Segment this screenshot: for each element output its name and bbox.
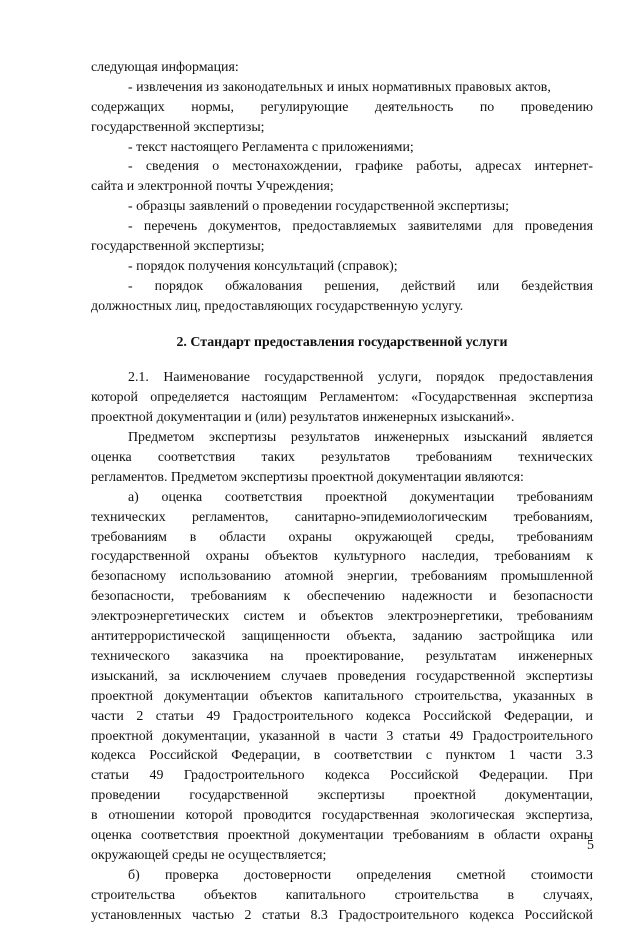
text-line: - порядок обжалования решения, действий или бездействия — [128, 278, 593, 294]
text-line: части 2 статьи 49 Градостроительного кодекса Российской Федерации, и — [91, 708, 593, 724]
text-line: содержащих нормы, регулирующие деятельность по проведению — [91, 99, 593, 115]
text-line: - сведения о местонахождении, графике работы, адресах интернет- — [128, 159, 593, 175]
text-line: строительства объектов капитального строительства в случаях, — [91, 887, 593, 903]
text-line: государственной экспертизы; — [91, 119, 265, 135]
text-line: безопасности, требованиям к обеспечению надежности и безопасности — [91, 589, 593, 605]
text-line: - извлечения из законодательных и иных нормативных правовых актов, — [128, 79, 551, 95]
spacer — [91, 317, 593, 333]
text-line: государственной охраны объектов культурного наследия, требованиям к — [91, 549, 593, 565]
text-line: - образцы заявлений о проведении государственной экспертизы; — [128, 199, 509, 215]
text-line: 2.1. Наименование государственной услуги, порядок предоставления — [128, 370, 593, 386]
text-line: проектной документации объектов капитального строительства, указанных в — [91, 688, 593, 704]
text-line: технических регламентов, санитарно-эпидемиологическим требованиям, — [91, 509, 593, 525]
text-line: а) оценка соответствия проектной документации требованиям — [128, 489, 593, 505]
text-line: изысканий, за исключением случаев проведения государственной экспертизы — [91, 668, 593, 684]
paragraphs-top — [91, 58, 593, 317]
text-line: антитеррористической защищенности объекта, заданию застройщика или — [91, 629, 593, 645]
text-line: статьи 49 Градостроительного кодекса Российской Федерации. При — [91, 768, 593, 784]
page-number: 5 — [587, 838, 594, 853]
text-line: установленных частью 2 статьи 8.3 Градостроительного кодекса Российской — [91, 907, 593, 923]
text-line: проектной документации, указанной в части 3 статьи 49 Градостроительного — [91, 728, 593, 744]
text-line: оценка соответствия проектной документации требованиям в области охраны — [91, 827, 593, 843]
text-line: б) проверка достоверности определения сметной стоимости — [128, 867, 593, 883]
spacer — [91, 352, 593, 368]
text-line: проектной документации и (или) результатов инженерных изысканий». — [91, 410, 515, 426]
text-line: регламентов. Предметом экспертизы проектной документации являются: — [91, 469, 524, 485]
text-line: кодекса Российской Федерации, в соответствии с пунктом 1 части 3.3 — [91, 748, 593, 764]
text-line: требованиям в области охраны окружающей среды, требованиям — [91, 529, 593, 545]
text-line: Предметом экспертизы результатов инженерных изысканий является — [128, 430, 593, 446]
text-line: которой определяется настоящим Регламентом: «Государственная экспертиза — [91, 390, 593, 406]
text-line: - перечень документов, предоставляемых заявителями для проведения — [128, 219, 593, 235]
text-line: проведении государственной экспертизы проектной документации, — [91, 788, 593, 804]
text-line: следующая информация: — [91, 60, 239, 75]
section-heading: 2. Стандарт предоставления государственной услуги — [176, 334, 508, 350]
text-line: - текст настоящего Регламента с приложениями; — [128, 139, 414, 155]
text-line: технического заказчика на проектирование, результатам инженерных — [91, 648, 593, 664]
document-page — [91, 58, 593, 925]
text-line: оценка соответствия таких результатов требованиям технических — [91, 450, 593, 466]
text-line: безопасному использованию атомной энергии, требованиям промышленной — [91, 569, 593, 585]
text-line: окружающей среды не осуществляется; — [91, 847, 327, 863]
text-line: государственной экспертизы; — [91, 239, 265, 255]
text-line: в отношении которой проводится государственная экологическая экспертиза, — [91, 808, 593, 824]
text-line: электроэнергетических систем и объектов электроэнергетики, требованиям — [91, 609, 593, 625]
text-line: сайта и электронной почты Учреждения; — [91, 179, 334, 195]
text-line: должностных лиц, предоставляющих государственную услугу. — [91, 298, 464, 314]
text-line: - порядок получения консультаций (справок); — [128, 258, 398, 274]
